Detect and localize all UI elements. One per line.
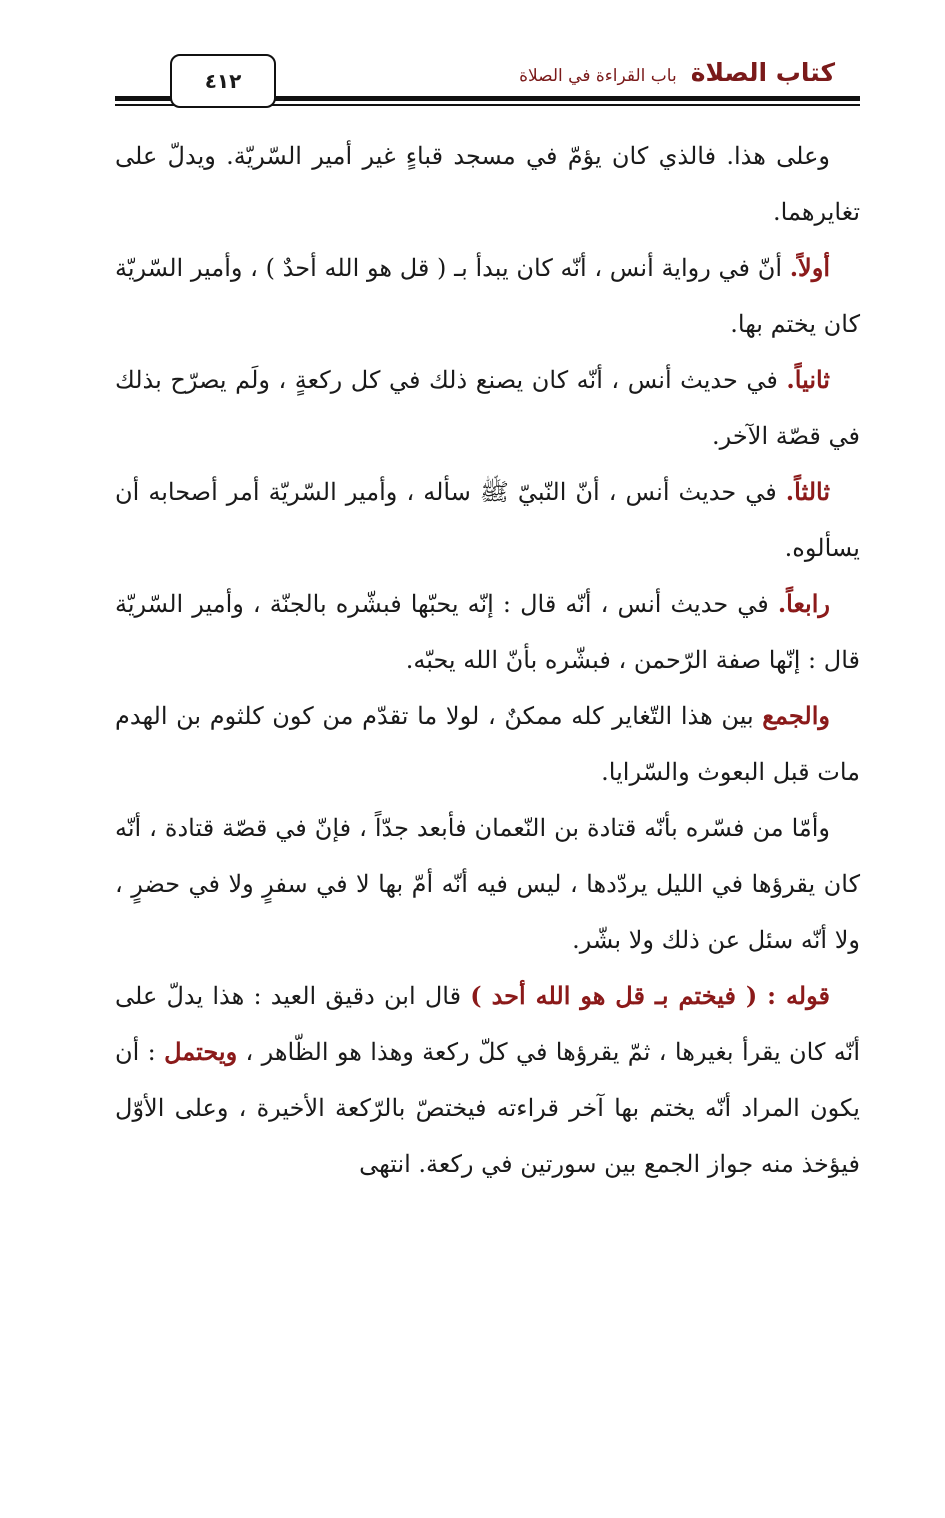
paragraph-keyword: ويحتمل (164, 1037, 238, 1066)
page-header (115, 50, 860, 112)
paragraph: أولاً. أنّ في رواية أنس ، أنّه كان يبدأ بـ ( قل هو الله أحدٌ ) ، وأمير السّريّة كان يختم بها. (115, 253, 860, 338)
paragraph-keyword: ثانياً. (786, 365, 830, 394)
chapter-title: باب القراءة في الصلاة (519, 66, 677, 86)
paragraph-keyword: والجمع (762, 701, 830, 730)
running-title (519, 58, 835, 87)
paragraph-keyword: أولاً. (789, 253, 831, 282)
paragraph: قوله : ( فيختم بـ قل هو الله أحد ) قال ابن دقيق العيد : هذا يدلّ على أنّه كان يقرأ بغيرها ، ثمّ يقرؤها في كلّ ركعة وهذا هو الظّاهر ، ويحتمل : أن يكون المراد أنّه يختم بها آخر قراءته فيختصّ بالرّكعة الأخيرة ، وعلى الأوّل فيؤخذ منه جواز الجمع بين سورتين في ركعة. انتهى (115, 981, 860, 1178)
paragraph: ثانياً. في حديث أنس ، أنّه كان يصنع ذلك في كل ركعةٍ ، ولَم يصرّح بذلك في قصّة الآخر. (115, 365, 860, 450)
paragraph-keyword: ثالثاً. (785, 477, 830, 506)
paragraph: وعلى هذا. فالذي كان يؤمّ في مسجد قباءٍ غير أمير السّريّة. ويدلّ على تغايرهما. (115, 142, 860, 226)
paragraph: ثالثاً. في حديث أنس ، أنّ النّبيّ ﷺ سأله ، وأمير السّريّة أمر أصحابه أن يسألوه. (115, 477, 860, 562)
page-number: ٤١٢ (170, 54, 276, 108)
paragraph-keyword: رابعاً. (777, 589, 830, 618)
paragraph: وأمّا من فسّره بأنّه قتادة بن النّعمان فأبعد جدّاً ، فإنّ في قصّة قتادة ، أنّه كان يقرؤها في الليل يردّدها ، ليس فيه أنّه أمّ بها لا في سفرٍ ولا في حضرٍ ، ولا أنّه سئل عن ذلك ولا بشّر. (115, 814, 860, 954)
paragraph: رابعاً. في حديث أنس ، أنّه قال : إنّه يحبّها فبشّره بالجنّة ، وأمير السّريّة قال : إنّها صفة الرّحمن ، فبشّره بأنّ الله يحبّه. (115, 589, 860, 674)
quote-keyword: قوله : ( فيختم بـ قل هو الله أحد ) (470, 981, 830, 1010)
paragraph: والجمع بين هذا التّغاير كله ممكنٌ ، لولا ما تقدّم من كون كلثوم بن الهدم مات قبل البعوث والسّرايا. (115, 701, 860, 786)
page-body (115, 128, 860, 1192)
book-title: كتاب الصلاة (690, 58, 835, 87)
